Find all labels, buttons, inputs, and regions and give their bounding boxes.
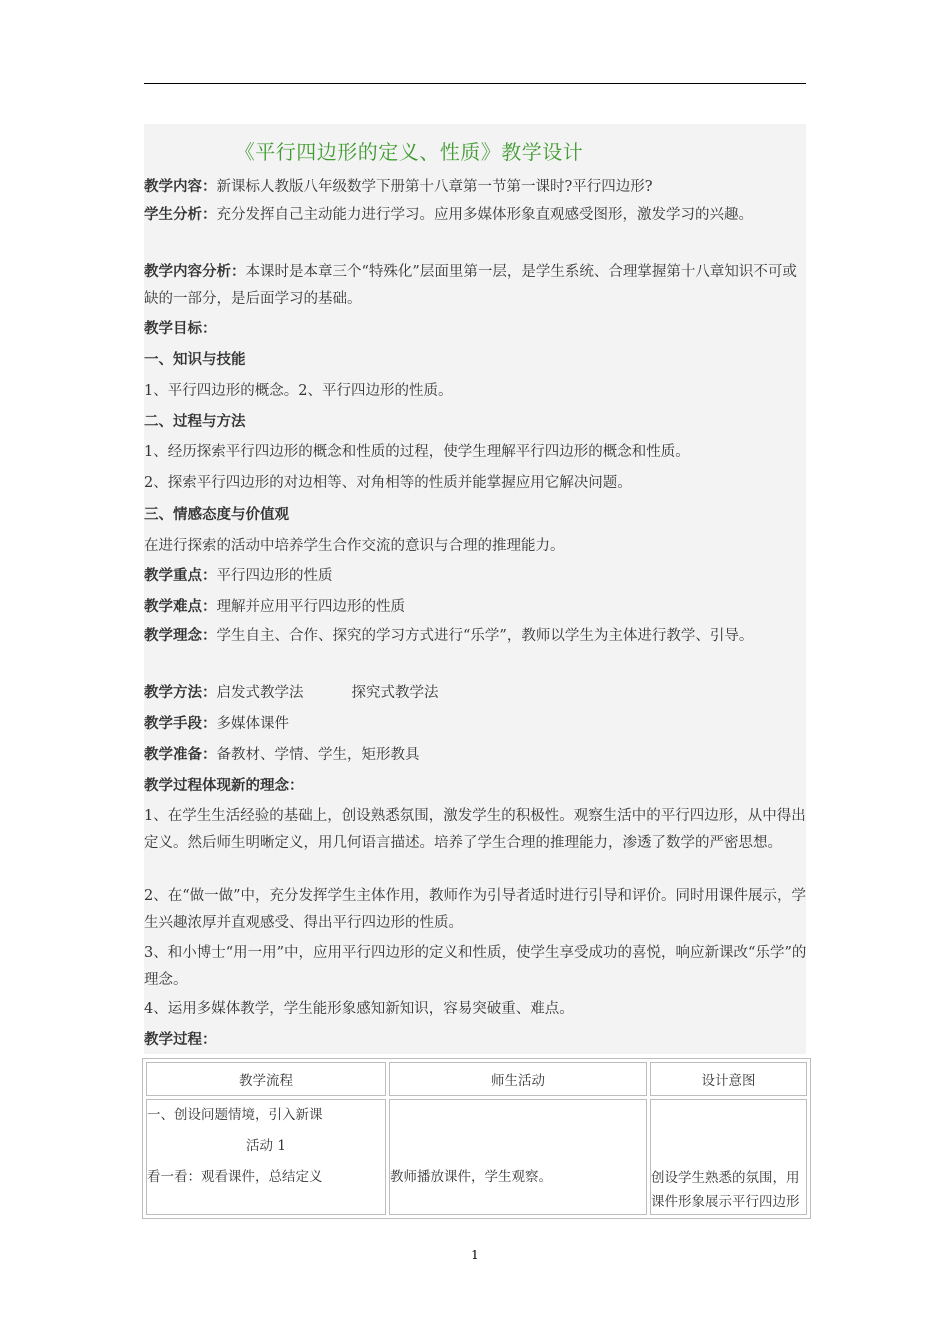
new-idea-item: 2、在“做一做”中，充分发挥学生主体作用，教师作为引导者适时进行引导和评价。同时用课件展示，学生兴趣浓厚并直观感受、得出平行四边形的性质。 xyxy=(144,888,807,931)
key-point-text: 平行四边形的性质 xyxy=(216,568,333,584)
document-title: 《平行四边形的定义、性质》教学设计 xyxy=(234,140,584,164)
goal1-line: 1、平行四边形的概念。2、平行四边形的性质。 xyxy=(144,383,453,399)
student-analysis xyxy=(144,202,808,229)
flow-activity: 活动 1 xyxy=(246,1138,286,1154)
student-analysis-label: 学生分析： xyxy=(144,207,217,223)
activity-cell xyxy=(389,1099,647,1215)
table-row xyxy=(146,1099,807,1215)
activity-text: 教师播放课件，学生观察。 xyxy=(390,1169,552,1185)
prep-text: 备教材、学情、学生，矩形教具 xyxy=(216,747,420,763)
page-number: 1 xyxy=(471,1248,479,1262)
flow-cell xyxy=(146,1099,386,1215)
philosophy-text: 学生自主、合作、探究的学习方式进行“乐学”，教师以学生为主体进行教学、引导。 xyxy=(216,628,754,644)
goal2-line2: 2、探索平行四边形的对边相等、对角相等的性质并能掌握应用它解决问题。 xyxy=(144,475,632,491)
means-text: 多媒体课件 xyxy=(216,716,289,732)
header-flow: 教学流程 xyxy=(146,1062,386,1096)
process-label: 教学过程： xyxy=(144,1032,217,1048)
goal1-heading: 一、知识与技能 xyxy=(144,352,246,368)
new-idea-item: 3、和小博士“用一用”中，应用平行四边形的定义和性质，使学生享受成功的喜悦，响应新课改“乐学”的理念。 xyxy=(144,945,807,988)
prep-label: 教学准备： xyxy=(144,747,217,763)
methods-label: 教学方法： xyxy=(144,685,217,701)
table-header-row xyxy=(146,1062,807,1096)
teaching-content xyxy=(144,177,808,197)
goal3-line: 在进行探索的活动中培养学生合作交流的意识与合理的推理能力。 xyxy=(144,538,565,554)
philosophy-label: 教学理念： xyxy=(144,628,217,644)
header-rule xyxy=(144,83,806,84)
goal3-heading: 三、情感态度与价值观 xyxy=(144,507,289,523)
method-1: 启发式教学法 xyxy=(216,685,304,701)
difficulty-label: 教学难点： xyxy=(144,599,217,615)
methods xyxy=(144,683,808,703)
philosophy xyxy=(144,623,808,650)
student-analysis-text: 充分发挥自己主动能力进行学习。应用多媒体形象直观感受图形，激发学习的兴趣。 xyxy=(216,207,753,223)
difficulty xyxy=(144,597,808,617)
header-activity: 师生活动 xyxy=(389,1062,647,1096)
goal2-heading: 二、过程与方法 xyxy=(144,414,246,430)
prep xyxy=(144,745,808,765)
header-intent: 设计意图 xyxy=(650,1062,807,1096)
teaching-content-text: 新课标人教版八年级数学下册第十八章第一节第一课时?平行四边形? xyxy=(216,179,653,195)
flow-step-title: 一、创设问题情境，引入新课 xyxy=(147,1107,323,1123)
flow-description: 看一看：观看课件，总结定义 xyxy=(147,1169,323,1185)
process-table xyxy=(142,1058,811,1219)
content-analysis xyxy=(144,259,808,313)
teaching-content-label: 教学内容： xyxy=(144,179,217,195)
method-2: 探究式教学法 xyxy=(351,685,439,701)
key-point-label: 教学重点： xyxy=(144,568,217,584)
key-point xyxy=(144,566,808,586)
difficulty-text: 理解并应用平行四边形的性质 xyxy=(216,599,405,615)
new-ideas-label: 教学过程体现新的理念： xyxy=(144,778,304,794)
intent-text: 创设学生熟悉的氛围，用课件形象展示平行四边形 xyxy=(651,1170,800,1210)
intent-cell xyxy=(650,1099,807,1215)
content-analysis-label: 教学内容分析： xyxy=(144,264,246,280)
goal2-line1: 1、经历探索平行四边形的概念和性质的过程，使学生理解平行四边形的概念和性质。 xyxy=(144,444,690,460)
new-idea-item: 1、在学生生活经验的基础上，创设熟悉氛围，激发学生的积极性。观察生活中的平行四边形，从中得出定义。然后师生明晰定义，用几何语言描述。培养了学生合理的推理能力，渗透了数学的严密思想。 xyxy=(144,808,806,851)
content-analysis-text: 本课时是本章三个“特殊化”层面里第一层，是学生系统、合理掌握第十八章知识不可或缺的一部分，是后面学习的基础。 xyxy=(144,264,797,307)
means-label: 教学手段： xyxy=(144,716,217,732)
goals-label: 教学目标： xyxy=(144,321,217,337)
means xyxy=(144,714,808,734)
new-idea-item: 4、运用多媒体教学，学生能形象感知新知识，容易突破重、难点。 xyxy=(144,1001,574,1017)
